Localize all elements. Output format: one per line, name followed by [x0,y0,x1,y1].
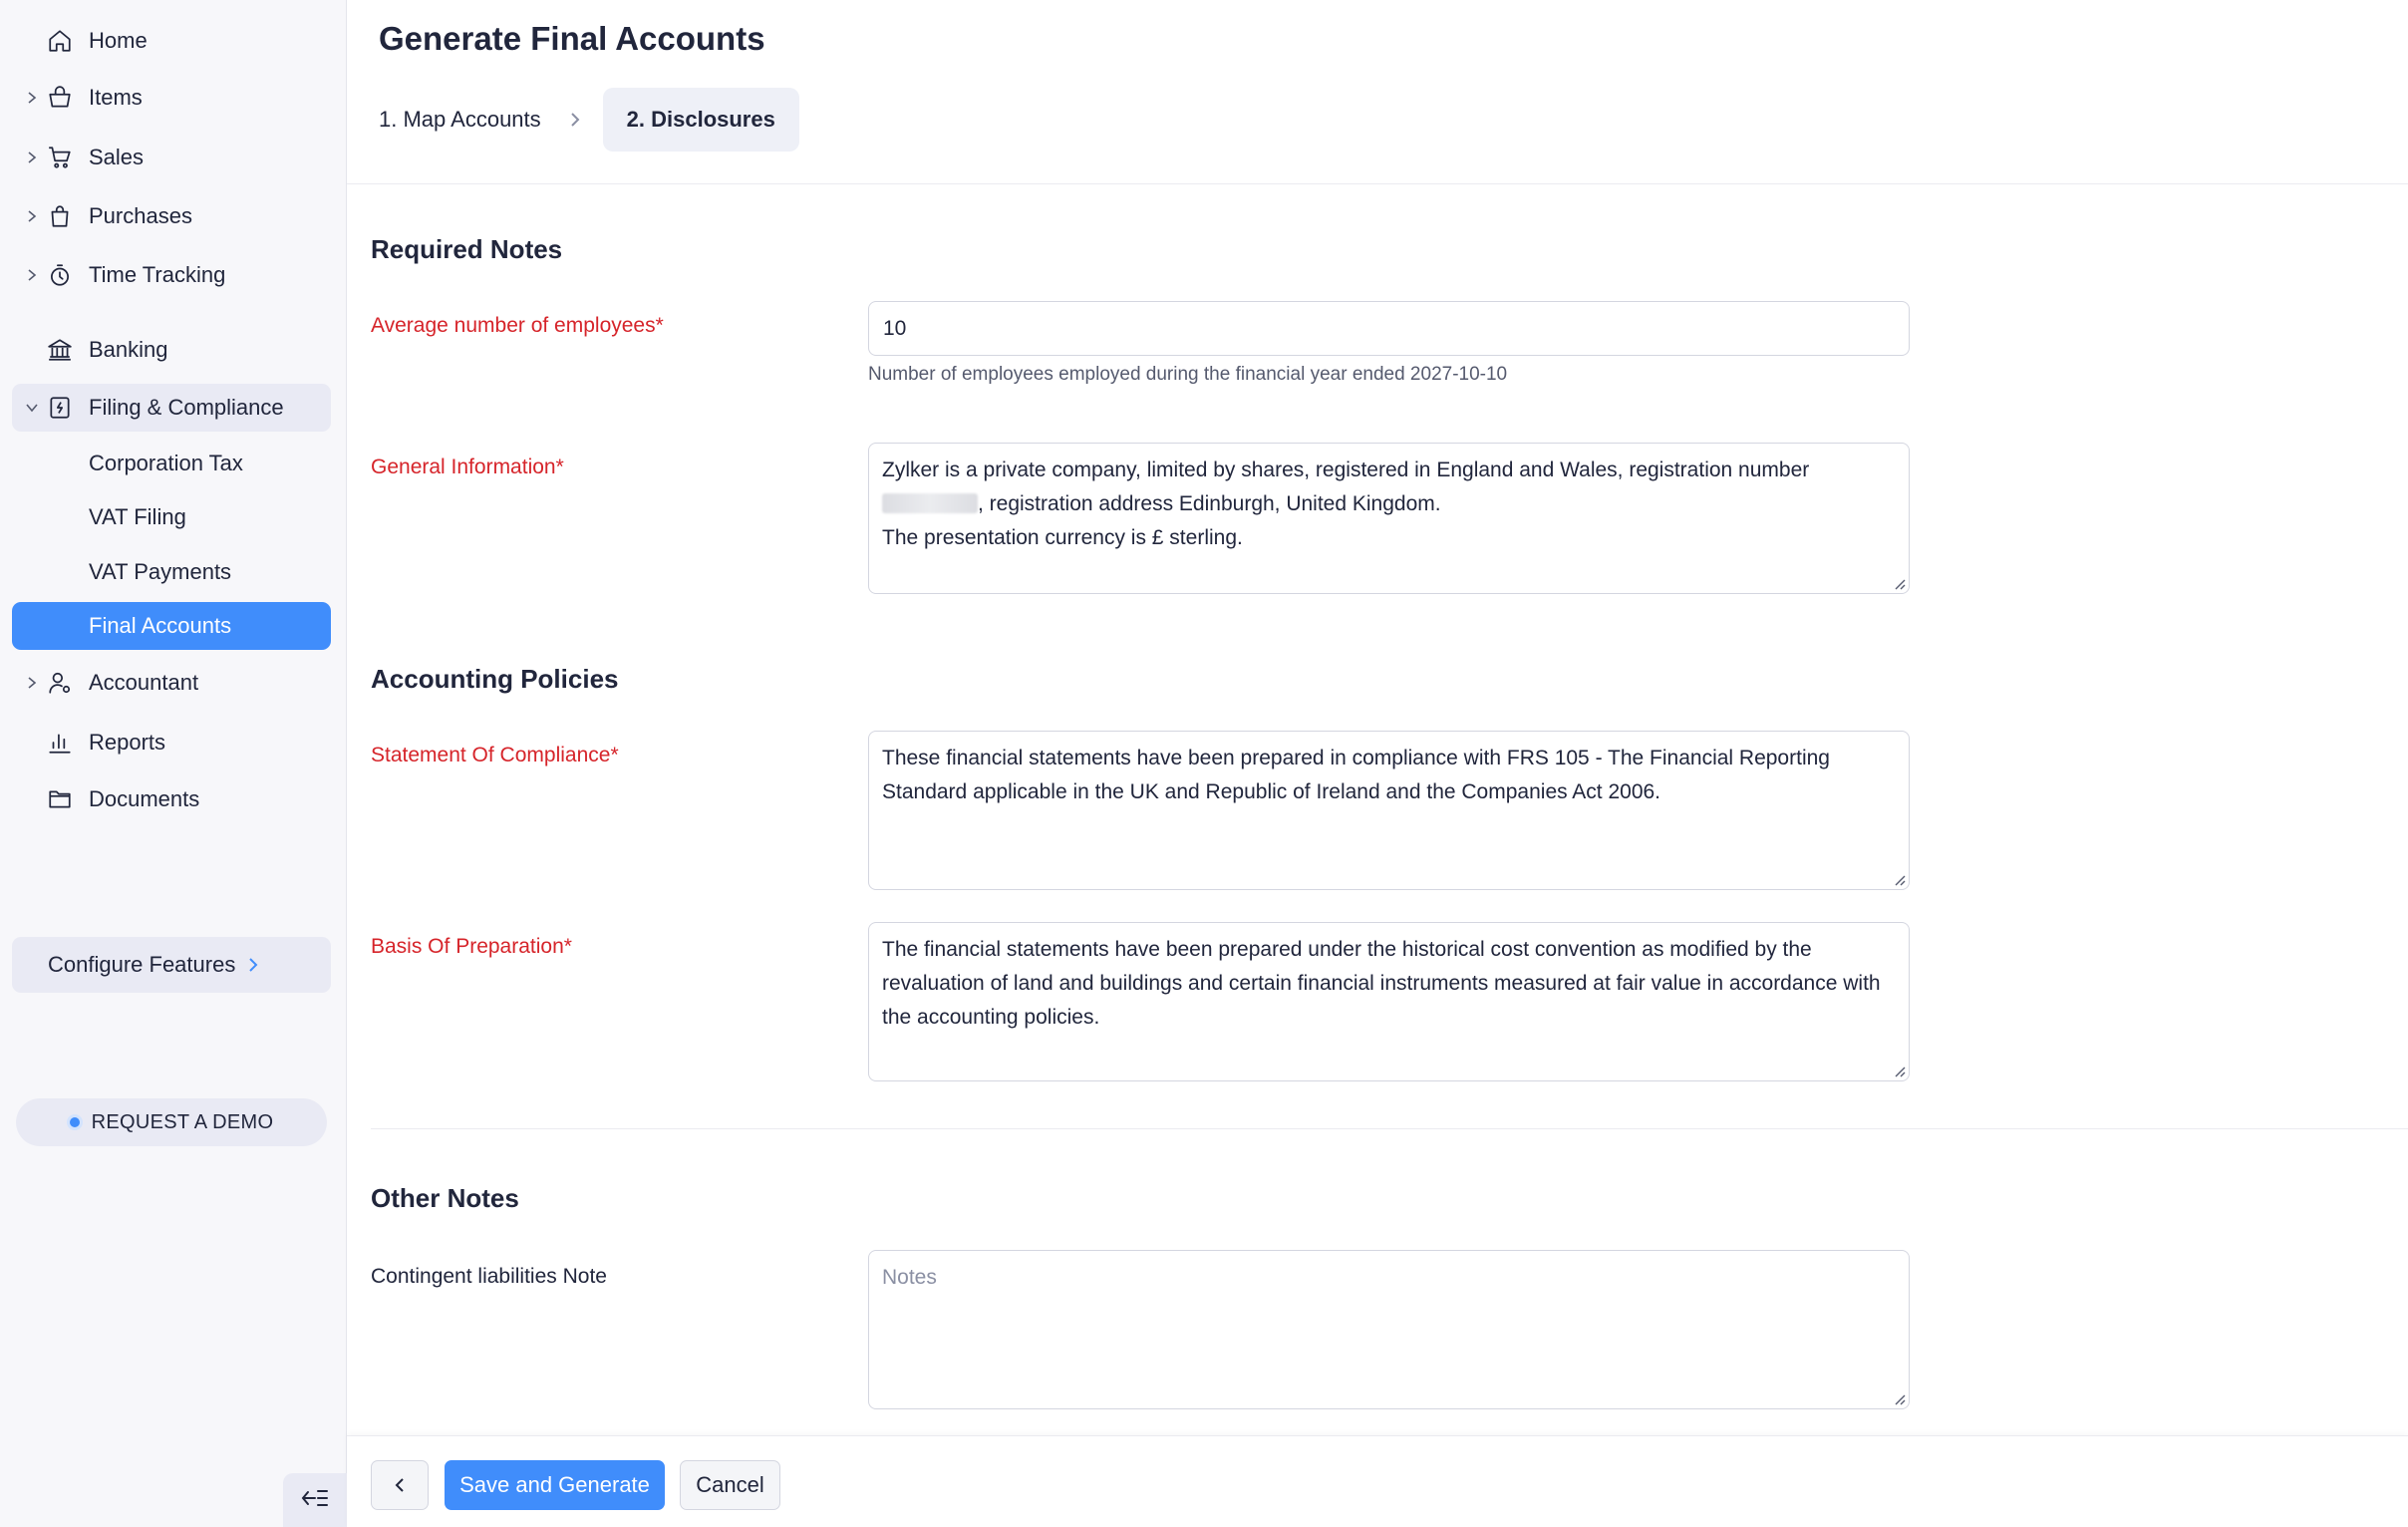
status-dot-icon [70,1117,80,1127]
chevron-right-icon [22,659,42,707]
sidebar-item-label: Corporation Tax [89,451,243,475]
bank-icon [45,326,75,374]
main-content [347,0,2408,1527]
statement-of-compliance-label: Statement Of Compliance* [371,744,619,766]
collapse-sidebar-button[interactable] [283,1473,347,1527]
contingent-liabilities-label: Contingent liabilities Note [371,1265,607,1288]
sidebar [0,0,347,1527]
sidebar-item-banking[interactable] [12,326,331,374]
statement-of-compliance-text: These financial statements have been prepared in compliance with FRS 105 - The Financial Reporting Standard applicable in the UK and Republic of Ireland and the Companies Act 2006. [882,747,1830,803]
sidebar-item-time-tracking[interactable] [12,251,331,299]
resize-handle-icon[interactable] [1892,576,1906,590]
save-and-generate-button[interactable]: Save and Generate [445,1460,665,1510]
sidebar-item-label: Purchases [89,203,192,228]
basis-of-preparation-textarea[interactable] [868,922,1910,1081]
employees-input[interactable] [868,301,1910,356]
section-title-required-notes: Required Notes [371,234,563,264]
chevron-right-icon [247,956,259,974]
contingent-liabilities-textarea[interactable] [868,1250,1910,1409]
employees-hint: Number of employees employed during the financial year ended 2027-10-10 [868,364,1508,385]
cart-icon [45,134,75,181]
sidebar-item-label: Documents [89,786,200,811]
stopwatch-icon [45,251,75,299]
bar-chart-icon [45,719,75,766]
sidebar-item-home[interactable] [12,17,331,65]
sidebar-item-label: Accountant [89,670,199,695]
general-information-line-2 [882,487,1896,521]
resize-handle-icon[interactable] [1892,872,1906,886]
chevron-right-icon [22,192,42,240]
resize-handle-icon[interactable] [1892,1064,1906,1077]
accountant-icon [45,659,75,707]
sidebar-item-filing-compliance[interactable] [12,384,331,432]
section-title-accounting-policies: Accounting Policies [371,664,619,694]
chevron-left-icon [394,1476,406,1494]
general-information-label: General Information* [371,456,564,478]
sidebar-item-corporation-tax[interactable] [12,440,331,487]
filing-icon [45,384,75,432]
redacted-registration-number [882,493,978,513]
sidebar-item-final-accounts[interactable] [12,602,331,650]
folder-icon [45,775,75,823]
sidebar-item-vat-payments[interactable] [12,548,331,596]
sidebar-item-purchases[interactable] [12,192,331,240]
chevron-right-icon [22,251,42,299]
sidebar-item-sales[interactable] [12,134,331,181]
section-title-other-notes: Other Notes [371,1183,519,1213]
resize-handle-icon[interactable] [1892,1391,1906,1405]
sidebar-item-label: VAT Payments [89,559,232,584]
request-demo-button[interactable] [16,1098,327,1146]
basis-of-preparation-text: The financial statements have been prepared under the historical cost convention as modified by the revaluation of land and buildings and certain financial instruments measured at fair value in accordance with the accounting policies. [882,938,1881,1029]
sidebar-item-items[interactable] [12,74,331,122]
sidebar-item-label: Filing & Compliance [89,395,284,420]
statement-of-compliance-textarea[interactable] [868,731,1910,890]
request-demo-label: REQUEST A DEMO [91,1110,274,1133]
sidebar-item-label: Banking [89,337,168,362]
sidebar-item-accountant[interactable] [12,659,331,707]
form-footer [347,1435,2408,1527]
step-disclosures[interactable]: 2. Disclosures [603,88,799,152]
sidebar-item-reports[interactable] [12,719,331,766]
configure-features-button[interactable] [12,937,331,993]
back-button[interactable] [371,1460,429,1510]
sidebar-item-label: Final Accounts [89,613,232,638]
sidebar-item-documents[interactable] [12,775,331,823]
page-title: Generate Final Accounts [379,20,765,57]
general-information-line-1: Zylker is a private company, limited by shares, registered in England and Wales, registration number [882,458,1810,481]
collapse-sidebar-icon [300,1487,330,1514]
general-information-line-2-text: , registration address Edinburgh, United Kingdom. [978,492,1441,515]
basket-icon [45,74,75,122]
page-header [347,0,2408,184]
general-information-line-3: The presentation currency is £ sterling. [882,526,1243,549]
sidebar-item-label: Items [89,85,143,110]
chevron-right-icon [22,74,42,122]
sidebar-item-label: Home [89,28,148,53]
sidebar-item-vat-filing[interactable] [12,493,331,541]
shopping-bag-icon [45,192,75,240]
cancel-button[interactable]: Cancel [680,1460,780,1510]
step-map-accounts[interactable]: 1. Map Accounts [379,107,541,132]
chevron-down-icon [22,384,42,432]
configure-features-label: Configure Features [48,952,236,977]
basis-of-preparation-label: Basis Of Preparation* [371,935,572,958]
employees-label: Average number of employees* [371,314,664,337]
sidebar-item-label: Reports [89,730,166,755]
general-information-textarea[interactable] [868,443,1910,594]
sidebar-item-label: Time Tracking [89,262,226,287]
sidebar-item-label: Sales [89,145,145,169]
stepper [379,88,799,152]
section-divider [371,1128,2408,1129]
chevron-right-icon [569,111,581,129]
sidebar-item-label: VAT Filing [89,504,186,529]
chevron-right-icon [22,134,42,181]
home-icon [45,17,75,65]
contingent-liabilities-placeholder: Notes [882,1266,937,1289]
